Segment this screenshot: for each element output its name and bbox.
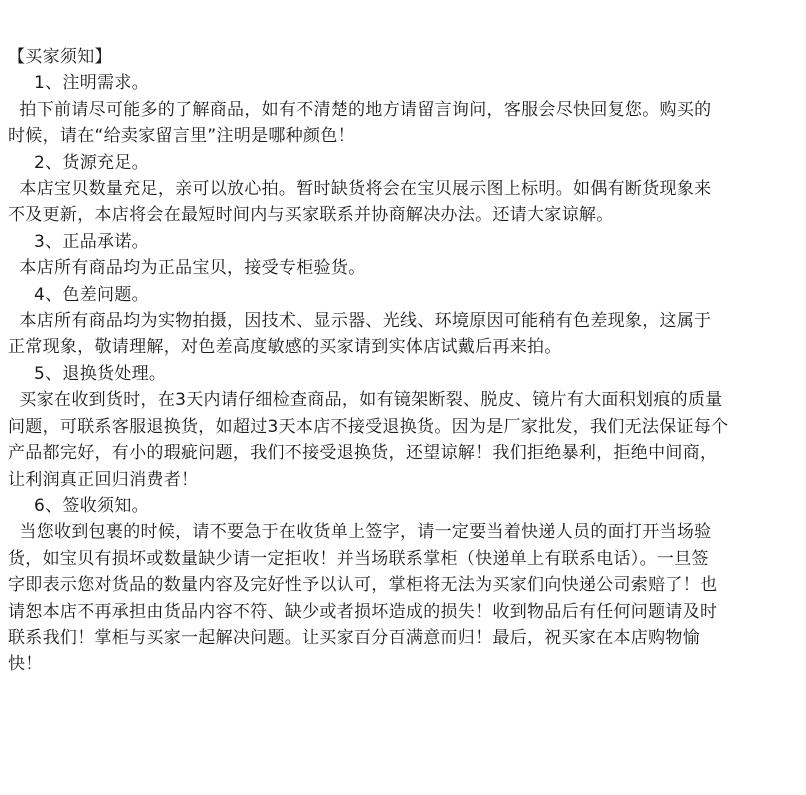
section-heading: 3、正品承诺。	[34, 231, 149, 252]
section-paragraph-line: 请恕本店不再承担由货品内容不符、缺少或者损坏造成的损失！收到物品后有任何问题请及时	[8, 601, 718, 622]
section-paragraph-line: 拍下前请尽可能多的了解商品，如有不清楚的地方请留言询问，客服会尽快回复您。购买的	[8, 99, 712, 120]
section-paragraph-line: 字即表示您对货品的数量内容及完好性予以认可，掌柜将无法为买家们向快递公司索赔了！也	[8, 575, 718, 596]
section-paragraph-line: 联系我们！掌柜与买家一起解决问题。让买家百分百满意而归！最后，祝买家在本店购物愉	[8, 627, 700, 648]
buyer-notice	[0, 44, 806, 678]
section-6	[0, 493, 806, 678]
section-paragraph-line: 快！	[8, 654, 43, 675]
section-heading: 5、退换货处理。	[34, 363, 167, 384]
section-paragraph-line: 不及更新，本店将会在最短时间内与买家联系并协商解决办法。还请大家谅解。	[8, 205, 614, 226]
section-paragraph-line: 让利润真正回归消费者！	[8, 469, 199, 490]
section-paragraph-line: 本店所有商品均为实物拍摄，因技术、显示器、光线、环境原因可能稍有色差现象，这属于	[8, 311, 712, 332]
section-paragraph-line: 问题，可联系客服退换货，如超过3天本店不接受退换货。因为是厂家批发，我们无法保证每个	[8, 416, 729, 437]
section-paragraph-line: 本店宝贝数量充足，亲可以放心拍。暂时缺货将会在宝贝展示图上标明。如偶有断货现象来	[8, 179, 712, 200]
section-3	[0, 229, 806, 282]
section-2	[0, 150, 806, 229]
section-heading: 6、签收须知。	[34, 495, 149, 516]
section-paragraph-line: 产品都完好，有小的瑕疵问题，我们不接受退换货，还望谅解！我们拒绝暴利，拒绝中间商，	[8, 443, 718, 464]
section-paragraph-line: 买家在收到货时，在3天内请仔细检查商品，如有镜架断裂、脱皮、镜片有大面积划痕的质量	[8, 390, 723, 411]
notice-title: 【买家须知】	[8, 47, 112, 67]
section-5	[0, 361, 806, 493]
section-heading: 1、注明需求。	[34, 73, 149, 94]
section-paragraph-line: 时候，请在“给卖家留言里”注明是哪种颜色！	[8, 126, 355, 147]
section-paragraph-line: 货，如宝贝有损坏或数量缺少请一定拒收！并当场联系掌柜（快递单上有联系电话）。一旦签	[8, 548, 709, 569]
section-1	[0, 70, 806, 149]
section-heading: 4、色差问题。	[34, 284, 149, 305]
section-paragraph-line: 当您收到包裹的时候，请不要急于在收货单上签字，请一定要当着快递人员的面打开当场验	[8, 522, 712, 543]
section-paragraph-line: 正常现象，敬请理解，对色差高度敏感的买家请到实体店试戴后再来拍。	[8, 337, 562, 358]
section-4	[0, 282, 806, 361]
section-paragraph-line: 本店所有商品均为正品宝贝，接受专柜验货。	[8, 258, 366, 279]
section-heading: 2、货源充足。	[34, 152, 149, 173]
